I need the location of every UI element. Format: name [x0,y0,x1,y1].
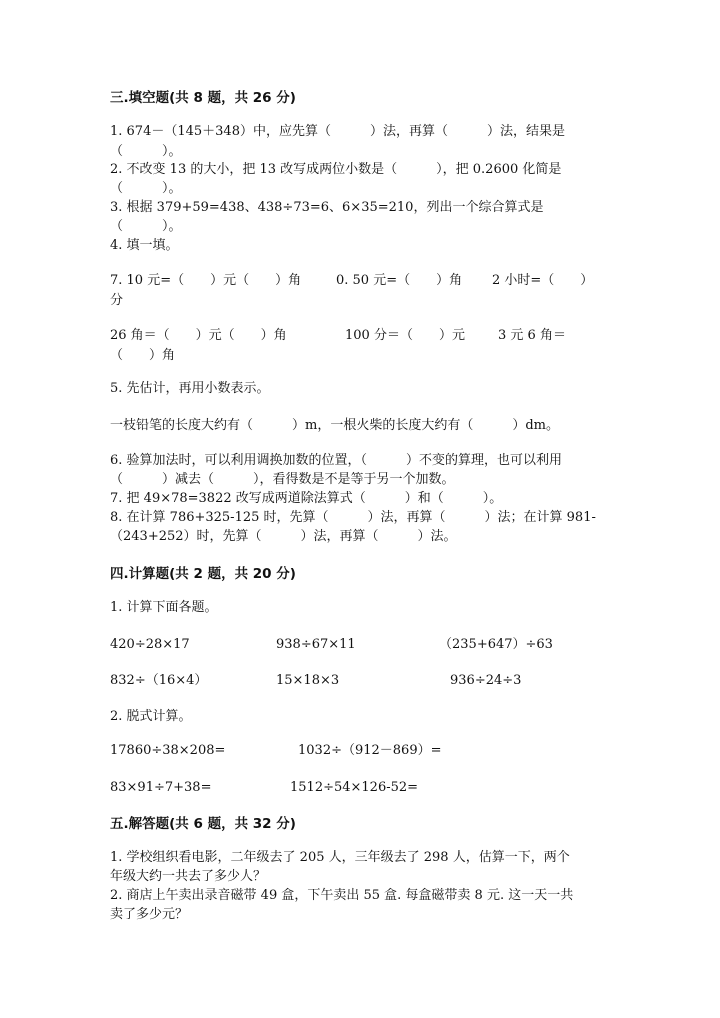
calc-r1-c3: （235+647）÷63 [439,637,553,652]
q3-2-line2: （ ）。 [110,181,182,196]
calc-r3-c1: 17860÷38×208= [110,743,226,758]
q3-4-heading: 4. 填一填。 [110,238,179,253]
section-3-title: 三.填空题(共 8 题，共 26 分) [110,90,296,106]
q3-6-line1: 6. 验算加法时，可以利用调换加数的位置，（ ）不变的算理，也可以利用 [110,453,563,468]
calc-r4-c2: 1512÷54×126-52= [290,780,419,795]
q3-5-text: 一枝铅笔的长度大约有（ ）m，一根火柴的长度大约有（ ）dm。 [110,418,559,433]
q3-4-r1c2: 0. 50 元=（ ）角 [336,273,463,288]
q3-8-line1: 8. 在计算 786+325-125 时，先算（ ）法，再算（ ）法；在计算 981- [110,510,596,525]
q4-1-heading: 1. 计算下面各题。 [110,600,218,615]
calc-r2-c3: 936÷24÷3 [450,673,522,688]
calc-r2-c1: 832÷（16×4） [110,673,208,688]
q3-7: 7. 把 49×78=3822 改写成两道除法算式（ ）和（ ）。 [110,491,503,506]
q3-4-r2c2: 100 分＝（ ）元 [345,328,465,343]
q4-2-heading: 2. 脱式计算。 [110,709,192,724]
q3-4-r2c3: 3 元 6 角＝ [498,328,566,343]
q3-1-line1: 1. 674－（145＋348）中，应先算（ ）法，再算（ ）法，结果是 [110,124,565,139]
q5-1-line1: 1. 学校组织看电影，二年级去了 205 人，三年级去了 298 人，估算一下，两个 [110,850,570,865]
calc-r1-c2: 938÷67×11 [276,637,356,652]
q3-8-line2: （243+252）时，先算（ ）法，再算（ ）法。 [110,529,457,544]
calc-r4-c1: 83×91÷7+38= [110,780,212,795]
q3-5-heading: 5. 先估计，再用小数表示。 [110,381,270,396]
section-5-title: 五.解答题(共 6 题，共 32 分) [110,816,296,832]
section-4-title: 四.计算题(共 2 题，共 20 分) [110,566,296,582]
q3-4-r1c3: 2 小时=（ ） [492,273,594,288]
q3-4-r1c1: 7. 10 元=（ ）元（ ）角 [110,273,302,288]
calc-r2-c2: 15×18×3 [276,673,340,688]
q3-4-r1c4: 分 [110,293,124,308]
q5-1-line2: 年级大约一共去了多少人？ [110,869,267,884]
q3-6-line2: （ ）减去（ ），看得数是不是等于另一个加数。 [110,472,455,487]
q3-4-r2c4: （ ）角 [110,348,176,363]
q5-2-line2: 卖了多少元？ [110,907,189,922]
q3-4-r2c1: 26 角＝（ ）元（ ）角 [110,328,287,343]
q3-2-line1: 2. 不改变 13 的大小，把 13 改写成两位小数是（ ），把 0.2600 化简是 [110,162,562,177]
q3-3-line2: （ ）。 [110,219,182,234]
calc-r1-c1: 420÷28×17 [110,637,190,652]
q3-1-line2: （ ）。 [110,144,182,159]
q5-2-line1: 2. 商店上午卖出录音磁带 49 盒，下午卖出 55 盒. 每盒磁带卖 8 元. 这一天一共 [110,888,574,903]
calc-r3-c2: 1032÷（912－869）= [298,743,442,758]
q3-3-line1: 3. 根据 379+59=438、438÷73=6、6×35=210，列出一个综合算式是 [110,200,544,215]
